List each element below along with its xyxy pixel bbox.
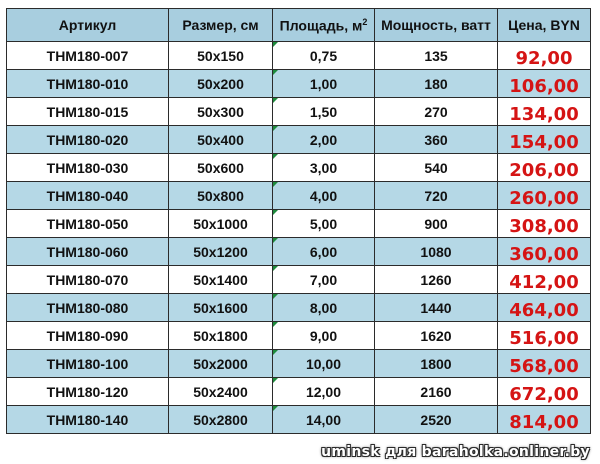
cell-area <box>273 126 375 154</box>
cell-article <box>7 42 169 70</box>
cell-article-value: THM180-020 <box>46 131 129 148</box>
cell-size <box>169 322 273 350</box>
error-indicator-icon <box>273 126 278 131</box>
cell-size <box>169 42 273 70</box>
cell-area <box>273 70 375 98</box>
cell-size <box>169 378 273 406</box>
cell-power-value: 540 <box>424 159 448 176</box>
cell-price <box>498 126 591 154</box>
cell-size <box>169 210 273 238</box>
cell-price <box>498 322 591 350</box>
table-row <box>7 98 591 126</box>
cell-article <box>7 294 169 322</box>
cell-power <box>375 210 498 238</box>
cell-power <box>375 98 498 126</box>
cell-price <box>498 98 591 126</box>
error-indicator-icon <box>273 350 278 355</box>
cell-power-value: 180 <box>424 75 448 92</box>
cell-price <box>498 210 591 238</box>
cell-article-value: THM180-120 <box>46 383 129 400</box>
cell-price-value: 106,00 <box>509 76 579 97</box>
cell-area <box>273 154 375 182</box>
cell-area <box>273 42 375 70</box>
cell-size <box>169 154 273 182</box>
cell-area-value: 3,00 <box>309 159 338 176</box>
cell-area <box>273 378 375 406</box>
cell-size-value: 50x800 <box>197 187 244 204</box>
cell-size-value: 50x1800 <box>193 327 248 344</box>
table-row <box>7 42 591 70</box>
price-table <box>6 8 591 434</box>
cell-size-value: 50x1000 <box>193 215 248 232</box>
cell-size <box>169 350 273 378</box>
cell-price-value: 814,00 <box>509 412 579 433</box>
cell-price <box>498 70 591 98</box>
error-indicator-icon <box>273 294 278 299</box>
cell-article <box>7 70 169 98</box>
cell-price <box>498 406 591 434</box>
cell-area-value: 9,00 <box>309 327 338 344</box>
cell-power <box>375 406 498 434</box>
error-indicator-icon <box>273 238 278 243</box>
error-indicator-icon <box>273 210 278 215</box>
cell-price-value: 360,00 <box>509 244 579 265</box>
table-row <box>7 322 591 350</box>
cell-article-value: THM180-060 <box>46 243 129 260</box>
cell-article <box>7 210 169 238</box>
error-indicator-icon <box>273 266 278 271</box>
cell-power-value: 270 <box>424 103 448 120</box>
cell-size-value: 50x600 <box>197 159 244 176</box>
cell-area <box>273 406 375 434</box>
cell-article <box>7 350 169 378</box>
cell-price-value: 464,00 <box>509 300 579 321</box>
header-area-label: Площадь, м <box>279 17 363 34</box>
cell-article <box>7 266 169 294</box>
header-size: Размер, см <box>169 9 273 42</box>
cell-power <box>375 378 498 406</box>
table-row <box>7 210 591 238</box>
cell-area <box>273 182 375 210</box>
watermark-text: uminsk для baraholka.onliner.by <box>321 444 590 460</box>
header-price: Цена, BYN <box>498 9 591 42</box>
cell-power <box>375 238 498 266</box>
cell-power <box>375 294 498 322</box>
header-article: Артикул <box>7 9 169 42</box>
cell-area-value: 6,00 <box>309 243 338 260</box>
cell-power-value: 1260 <box>420 271 452 288</box>
cell-power-value: 900 <box>424 215 448 232</box>
cell-price <box>498 182 591 210</box>
cell-power <box>375 182 498 210</box>
cell-price-value: 516,00 <box>509 328 579 349</box>
error-indicator-icon <box>273 70 278 75</box>
cell-price <box>498 350 591 378</box>
cell-article-value: THM180-015 <box>46 103 129 120</box>
table-row <box>7 378 591 406</box>
cell-article-value: THM180-140 <box>46 411 129 428</box>
cell-article-value: THM180-080 <box>46 299 129 316</box>
cell-price-value: 260,00 <box>509 188 579 209</box>
error-indicator-icon <box>273 406 278 411</box>
cell-article-value: THM180-030 <box>46 159 129 176</box>
cell-size-value: 50x2400 <box>193 383 248 400</box>
table-row <box>7 238 591 266</box>
cell-size <box>169 126 273 154</box>
error-indicator-icon <box>273 42 278 47</box>
cell-size <box>169 406 273 434</box>
cell-area <box>273 266 375 294</box>
cell-size <box>169 98 273 126</box>
cell-area-value: 5,00 <box>309 215 338 232</box>
cell-price-value: 412,00 <box>509 272 579 293</box>
cell-article <box>7 238 169 266</box>
cell-area <box>273 238 375 266</box>
cell-area-value: 12,00 <box>305 383 342 400</box>
cell-size <box>169 70 273 98</box>
error-indicator-icon <box>273 182 278 187</box>
cell-power-value: 360 <box>424 131 448 148</box>
cell-power <box>375 322 498 350</box>
cell-power <box>375 154 498 182</box>
cell-size-value: 50x300 <box>197 103 244 120</box>
cell-power-value: 1800 <box>420 355 452 372</box>
cell-article <box>7 378 169 406</box>
cell-price <box>498 238 591 266</box>
cell-size-value: 50x150 <box>197 47 244 64</box>
cell-price-value: 134,00 <box>509 104 579 125</box>
cell-area-value: 7,00 <box>309 271 338 288</box>
cell-size-value: 50x200 <box>197 75 244 92</box>
cell-power-value: 2520 <box>420 411 452 428</box>
cell-price-value: 672,00 <box>509 384 579 405</box>
cell-power-value: 1440 <box>420 299 452 316</box>
cell-area-value: 0,75 <box>309 47 338 64</box>
table-row <box>7 294 591 322</box>
error-indicator-icon <box>273 98 278 103</box>
error-indicator-icon <box>273 154 278 159</box>
cell-area <box>273 210 375 238</box>
cell-article-value: THM180-100 <box>46 355 129 372</box>
table-row <box>7 406 591 434</box>
header-row <box>7 9 591 42</box>
table-row <box>7 350 591 378</box>
cell-size-value: 50x2800 <box>193 411 248 428</box>
header-power: Мощность, ватт <box>375 9 498 42</box>
cell-price <box>498 42 591 70</box>
error-indicator-icon <box>273 322 278 327</box>
cell-price-value: 206,00 <box>509 160 579 181</box>
table-row <box>7 126 591 154</box>
cell-article <box>7 98 169 126</box>
table-row <box>7 266 591 294</box>
cell-article-value: THM180-040 <box>46 187 129 204</box>
cell-area-value: 10,00 <box>305 355 342 372</box>
header-area <box>273 9 375 42</box>
cell-power-value: 2160 <box>420 383 452 400</box>
cell-article <box>7 322 169 350</box>
cell-power-value: 720 <box>424 187 448 204</box>
cell-area <box>273 98 375 126</box>
cell-area <box>273 322 375 350</box>
table-row <box>7 70 591 98</box>
cell-price <box>498 378 591 406</box>
cell-article-value: THM180-010 <box>46 75 129 92</box>
cell-size <box>169 182 273 210</box>
cell-area-value: 14,00 <box>305 411 342 428</box>
cell-area <box>273 294 375 322</box>
table-row <box>7 182 591 210</box>
cell-size-value: 50x1400 <box>193 271 248 288</box>
cell-area <box>273 350 375 378</box>
cell-price-value: 308,00 <box>509 216 579 237</box>
header-area-superscript: 2 <box>362 16 368 27</box>
cell-price-value: 568,00 <box>509 356 579 377</box>
cell-price-value: 154,00 <box>509 132 579 153</box>
cell-area-value: 1,00 <box>309 75 338 92</box>
cell-area-value: 4,00 <box>309 187 338 204</box>
cell-power <box>375 350 498 378</box>
cell-size <box>169 294 273 322</box>
cell-article <box>7 182 169 210</box>
cell-size-value: 50x400 <box>197 131 244 148</box>
cell-size <box>169 238 273 266</box>
cell-article-value: THM180-007 <box>46 47 129 64</box>
cell-price <box>498 266 591 294</box>
cell-power <box>375 70 498 98</box>
cell-power-value: 1620 <box>420 327 452 344</box>
cell-power-value: 1080 <box>420 243 452 260</box>
table-row <box>7 154 591 182</box>
cell-power <box>375 266 498 294</box>
cell-article <box>7 406 169 434</box>
cell-size-value: 50x1200 <box>193 243 248 260</box>
cell-power-value: 135 <box>424 47 448 64</box>
error-indicator-icon <box>273 378 278 383</box>
cell-area-value: 8,00 <box>309 299 338 316</box>
cell-article <box>7 154 169 182</box>
cell-price <box>498 154 591 182</box>
cell-article-value: THM180-070 <box>46 271 129 288</box>
cell-price <box>498 294 591 322</box>
cell-area-value: 2,00 <box>309 131 338 148</box>
cell-power <box>375 42 498 70</box>
cell-size-value: 50x2000 <box>193 355 248 372</box>
cell-size-value: 50x1600 <box>193 299 248 316</box>
cell-price-value: 92,00 <box>515 48 573 69</box>
cell-article <box>7 126 169 154</box>
cell-article-value: THM180-050 <box>46 215 129 232</box>
cell-power <box>375 126 498 154</box>
cell-size <box>169 266 273 294</box>
cell-article-value: THM180-090 <box>46 327 129 344</box>
cell-area-value: 1,50 <box>309 103 338 120</box>
